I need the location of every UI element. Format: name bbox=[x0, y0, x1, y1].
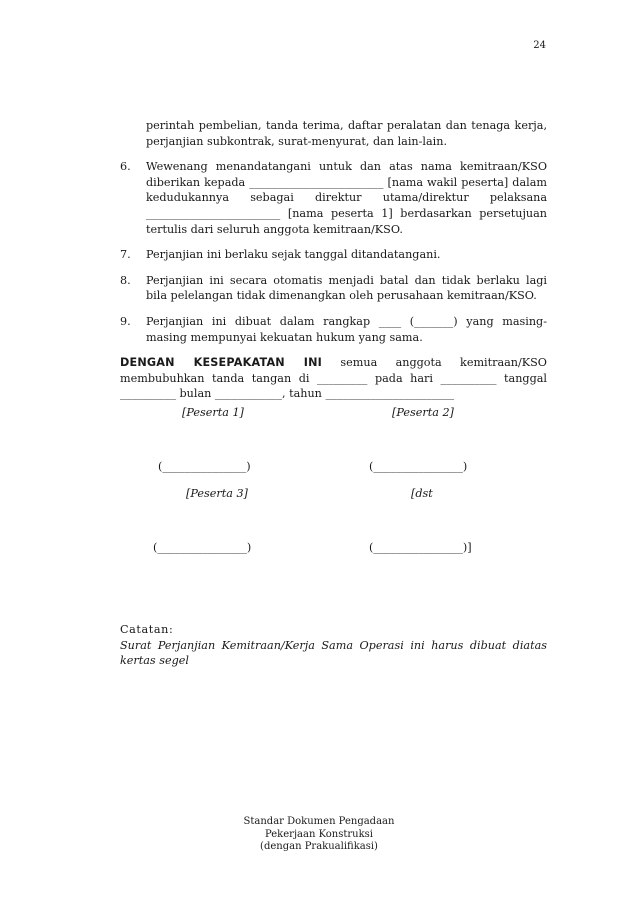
page-footer bbox=[0, 816, 638, 854]
signature-line-2: (________________) bbox=[369, 460, 468, 473]
note-label: Catatan: bbox=[120, 623, 174, 636]
clause-number: 9. bbox=[120, 314, 131, 328]
note-section bbox=[120, 622, 547, 669]
continuation-paragraph: perintah pembelian, tanda terima, daftar peralatan dan tenaga kerja, perjanjian subkontrak, surat-menyurat, dan lain-lain. bbox=[146, 119, 547, 148]
signature-line-3: (________________) bbox=[153, 541, 252, 554]
agreement-paragraph bbox=[120, 355, 547, 402]
page-number: 24 bbox=[533, 40, 546, 51]
signatory-3: [Peserta 3] bbox=[186, 487, 248, 500]
footer-line-3: (dengan Prakualifikasi) bbox=[260, 841, 378, 852]
clause-9 bbox=[120, 314, 547, 345]
note-text: Surat Perjanjian Kemitraan/Kerja Sama Operasi ini harus dibuat diatas kertas segel bbox=[120, 638, 547, 668]
footer-line-1: Standar Dokumen Pengadaan bbox=[243, 816, 395, 827]
clause-text: Wewenang menandatangani untuk dan atas nama kemitraan/KSO diberikan kepada ________________________ [nama wakil peserta] dalam kedudukannya sebagai direktur utama/direktur pelaksana ________________________ [nama peserta 1] berdasarkan persetujuan tertulis dari seluruh anggota kemitraan/KSO. bbox=[146, 160, 547, 236]
clause-number: 7. bbox=[120, 248, 131, 262]
signature-line-1: (_______________) bbox=[158, 460, 251, 473]
clause-text: Perjanjian ini secara otomatis menjadi batal dan tidak berlaku lagi bila pelelangan tidak dimenangkan oleh perusahaan kemitraan/KSO. bbox=[146, 273, 547, 303]
agreement-lead: DENGAN KESEPAKATAN INI bbox=[120, 356, 323, 370]
clause-8 bbox=[120, 273, 547, 304]
clause-6 bbox=[120, 159, 547, 237]
agreement-text: semua anggota kemitraan/KSO membubuhkan tanda tangan di _________ pada hari __________ tanggal __________ bulan ____________, tahun _______________________ bbox=[120, 356, 547, 401]
signature-line-4: (________________)] bbox=[369, 541, 472, 554]
clause-text: Perjanjian ini dibuat dalam rangkap ____ (_______) yang masing-masing mempunyai kekuatan hukum yang sama. bbox=[146, 314, 547, 344]
footer-line-2: Pekerjaan Konstruksi bbox=[264, 828, 374, 840]
signatory-1: [Peserta 1] bbox=[182, 406, 244, 419]
signatory-2: [Peserta 2] bbox=[392, 406, 454, 419]
signatory-4: [dst bbox=[411, 487, 433, 500]
clause-number: 6. bbox=[120, 160, 131, 174]
clause-7 bbox=[120, 247, 547, 263]
clause-text: Perjanjian ini berlaku sejak tanggal ditandatangani. bbox=[146, 248, 441, 262]
document-body bbox=[120, 118, 547, 402]
clause-number: 8. bbox=[120, 273, 131, 287]
